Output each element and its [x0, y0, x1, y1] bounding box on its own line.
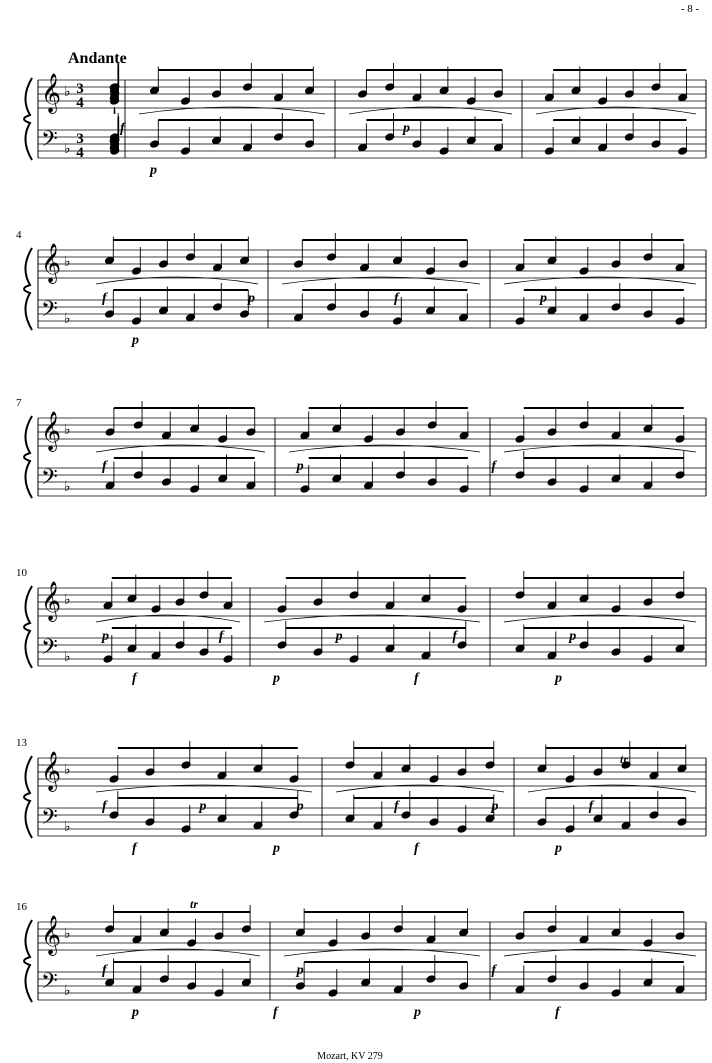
key-flat: ♭: [64, 312, 71, 327]
time-signature-bottom: 4: [76, 95, 84, 111]
bass-clef: 𝄢: [41, 969, 58, 998]
dynamic-marking: f: [102, 963, 107, 978]
dynamic-marking: p: [296, 459, 304, 474]
dynamic-marking: p: [102, 629, 109, 644]
system: [16, 737, 706, 856]
bass-clef: 𝄢: [41, 297, 58, 326]
key-flat: ♭: [64, 142, 71, 157]
dynamic-marking: p: [555, 841, 562, 856]
treble-clef: 𝄞: [41, 245, 62, 282]
dynamic-marking: f: [273, 1005, 278, 1020]
time-signature-bottom: 4: [76, 145, 84, 161]
dynamic-marking: f: [394, 799, 399, 814]
dynamic-marking: f: [102, 459, 107, 474]
system: [16, 901, 706, 1020]
key-flat: ♭: [64, 85, 71, 100]
key-flat: ♭: [64, 593, 71, 608]
dynamic-marking: p: [273, 671, 280, 686]
dynamic-marking: p: [403, 121, 410, 136]
dynamic-marking: f: [491, 963, 497, 978]
treble-clef: 𝄞: [41, 583, 62, 620]
system: [16, 229, 706, 348]
dynamic-marking: p: [132, 333, 139, 348]
key-flat: ♭: [64, 820, 71, 835]
treble-clef: 𝄞: [41, 917, 62, 954]
tempo-marking: Andante: [68, 50, 127, 67]
bass-clef: 𝄢: [41, 635, 58, 664]
trill-ornament: tr: [190, 897, 199, 911]
dynamic-marking: p: [335, 629, 343, 644]
dynamic-marking: p: [132, 1005, 139, 1020]
time-signature-top: 3: [76, 131, 84, 147]
key-flat: ♭: [64, 423, 71, 438]
key-flat: ♭: [64, 255, 71, 270]
dynamic-marking: p: [296, 799, 304, 814]
key-flat: ♭: [64, 927, 71, 942]
brace: [24, 78, 32, 160]
dynamic-marking: f: [414, 841, 419, 856]
treble-clef: 𝄞: [41, 75, 62, 112]
dynamic-marking: f: [120, 121, 125, 136]
dynamic-marking: f: [218, 629, 224, 644]
dynamic-marking: p: [491, 799, 499, 814]
slur: [114, 107, 115, 114]
brace: [24, 586, 32, 668]
measure-number: 13: [16, 737, 27, 749]
dynamic-marking: f: [132, 841, 137, 856]
dynamic-marking: p: [296, 963, 304, 978]
brace: [24, 756, 32, 838]
dynamic-marking: f: [394, 291, 399, 306]
system: [24, 63, 706, 178]
key-flat: ♭: [64, 984, 71, 999]
trill-ornament: tr: [620, 752, 629, 766]
time-signature-top: 3: [76, 81, 84, 97]
dynamic-marking: p: [569, 629, 577, 644]
dynamic-marking: f: [555, 1005, 560, 1020]
measure-number: 4: [16, 229, 22, 241]
dynamic-marking: f: [102, 291, 107, 306]
dynamic-marking: f: [452, 629, 458, 644]
dynamic-marking: p: [248, 291, 255, 306]
key-flat: ♭: [64, 480, 71, 495]
key-flat: ♭: [64, 650, 71, 665]
dynamic-marking: f: [132, 671, 137, 686]
dynamic-marking: f: [491, 459, 497, 474]
measure-number: 7: [16, 397, 22, 409]
dynamic-marking: p: [150, 163, 157, 178]
dynamic-marking: f: [102, 799, 107, 814]
dynamic-marking: p: [414, 1005, 421, 1020]
dynamic-marking: p: [555, 671, 562, 686]
brace: [24, 416, 32, 498]
brace: [24, 920, 32, 1002]
bass-clef: 𝄢: [41, 465, 58, 494]
dynamic-marking: p: [273, 841, 280, 856]
system: [16, 567, 706, 686]
measure-number: 16: [16, 901, 27, 913]
bass-clef: 𝄢: [41, 805, 58, 834]
treble-clef: 𝄞: [41, 753, 62, 790]
system: [16, 397, 706, 498]
brace: [24, 248, 32, 330]
treble-clef: 𝄞: [41, 413, 62, 450]
bass-clef: 𝄢: [41, 127, 58, 156]
dynamic-marking: p: [199, 799, 207, 814]
score-systems: [16, 63, 706, 1020]
dynamic-marking: p: [540, 291, 547, 306]
measure-number: 10: [16, 567, 27, 579]
page-number: - 8 -: [680, 3, 700, 15]
dynamic-marking: f: [414, 671, 419, 686]
composer-footer: Mozart, KV 279: [317, 1051, 383, 1062]
dynamic-marking: f: [588, 799, 594, 814]
key-flat: ♭: [64, 763, 71, 778]
